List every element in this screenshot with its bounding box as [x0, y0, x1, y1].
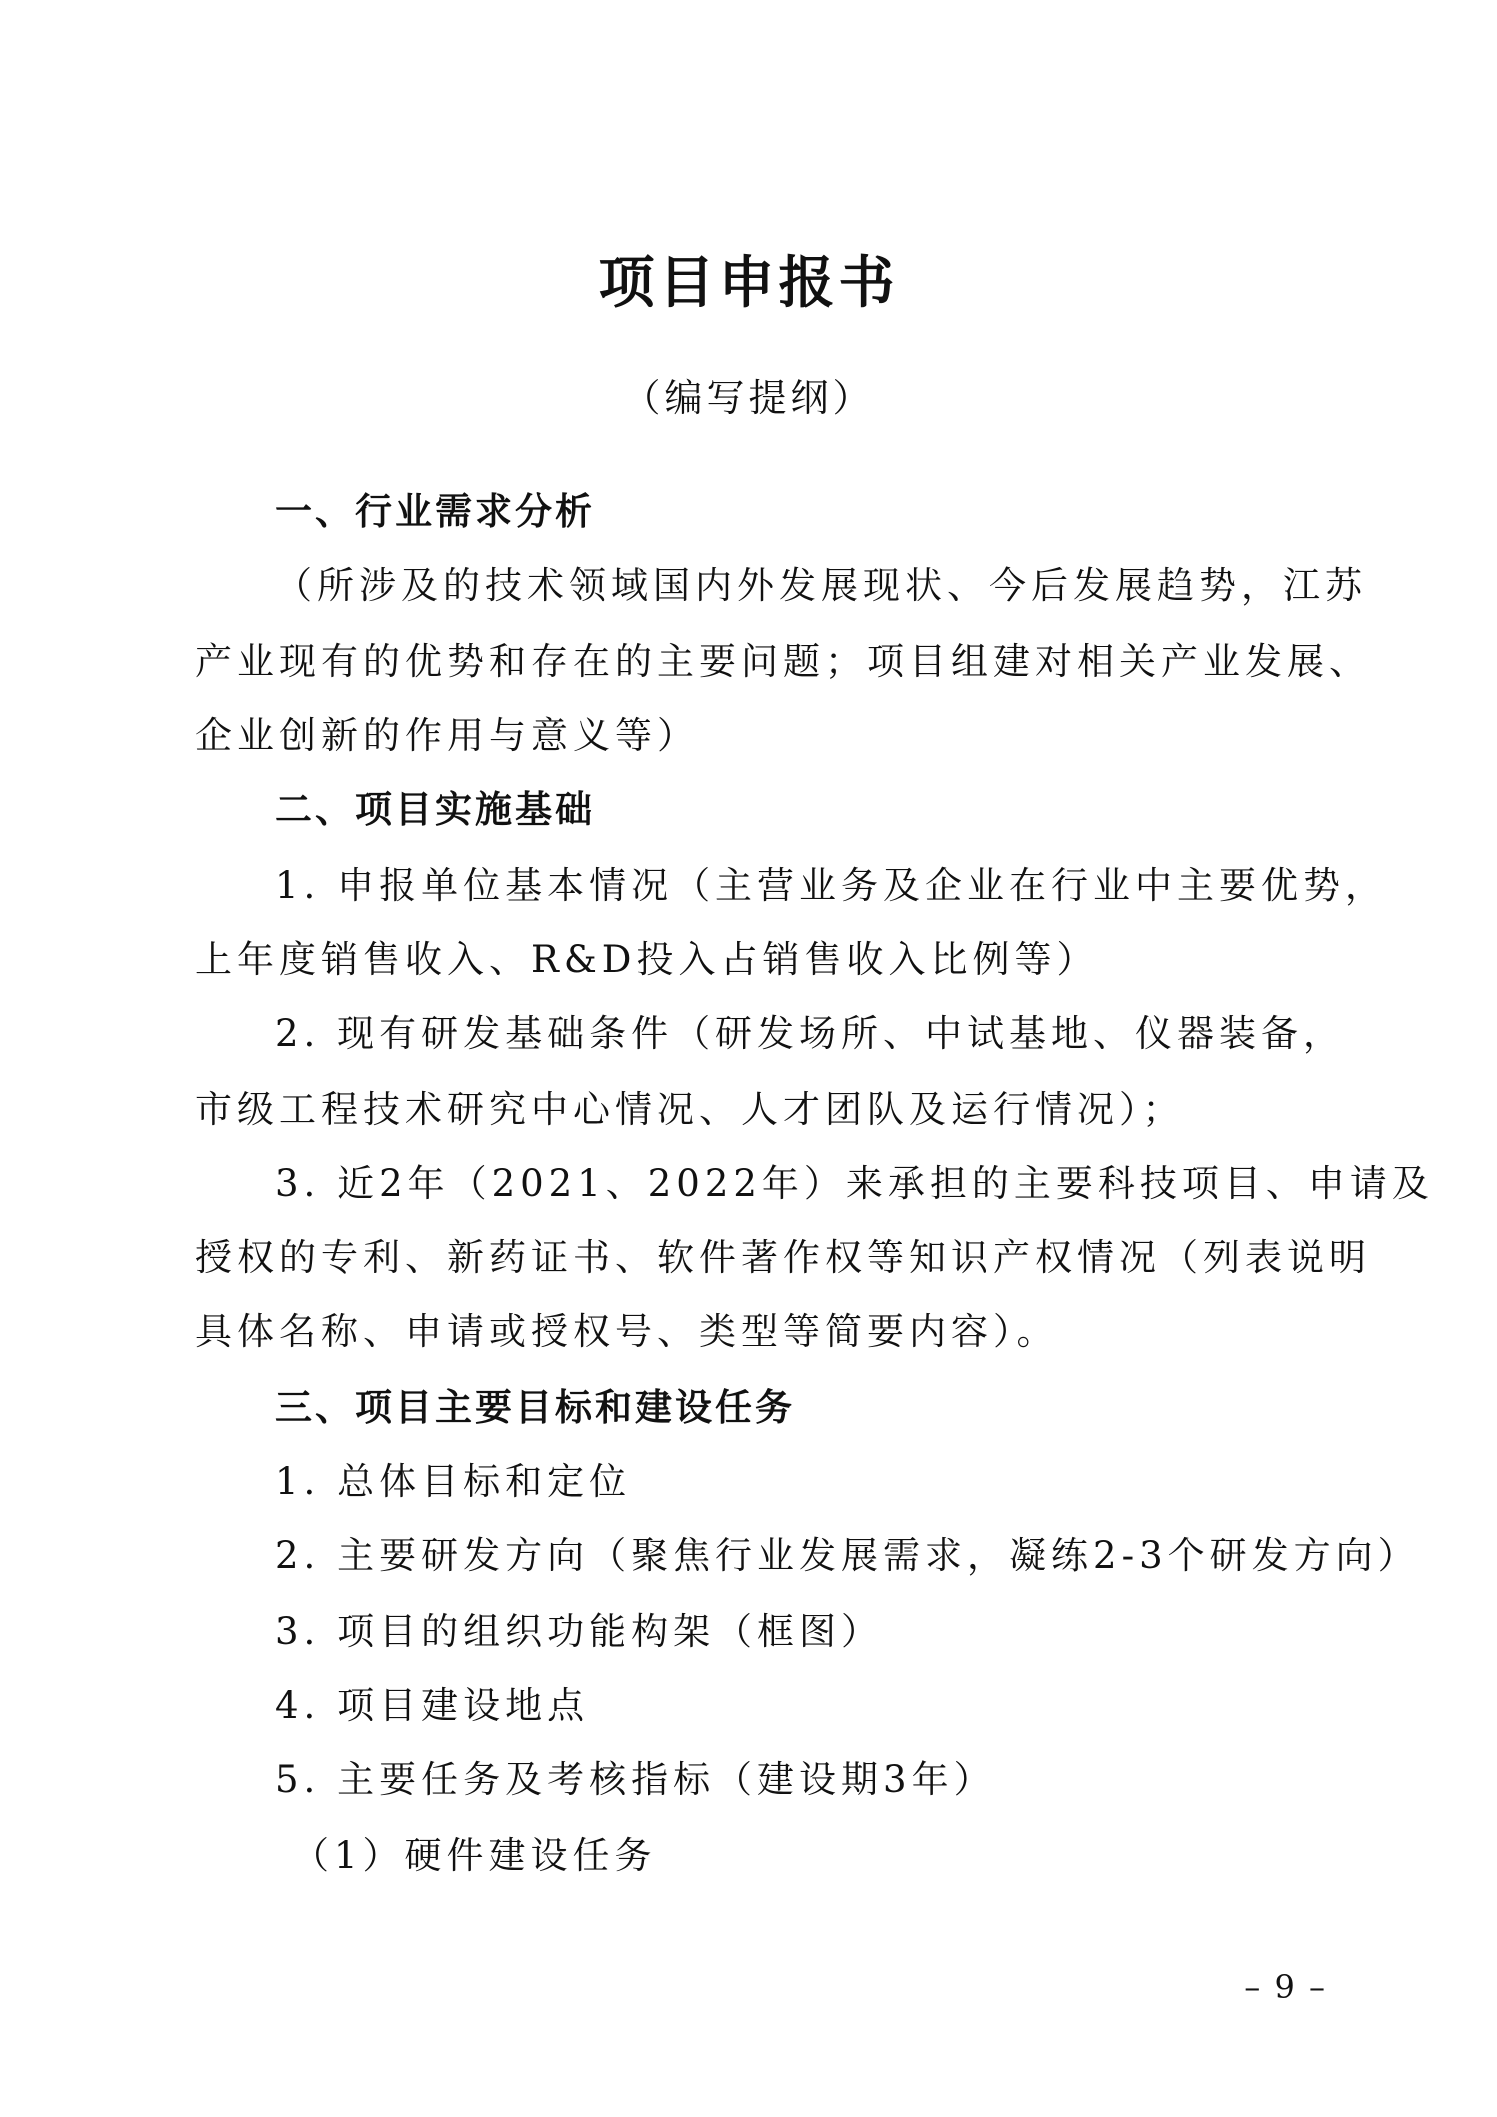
list-item-continuation: 授权的专利、新药证书、软件著作权等知识产权情况（列表说明 [195, 1236, 1371, 1279]
document-subtitle: （编写提纲） [622, 376, 875, 420]
list-item-continuation: 具体名称、申请或授权号、类型等简要内容）。 [195, 1310, 1059, 1353]
section-heading-3: 三、项目主要目标和建设任务 [275, 1386, 795, 1429]
list-item: 4. 项目建设地点 [275, 1684, 590, 1727]
section-heading-2: 二、项目实施基础 [275, 788, 595, 831]
document-title: 项目申报书 [598, 251, 899, 316]
page-number: – 9 – [1244, 1968, 1327, 2006]
paragraph-line: （所涉及的技术领域国内外发展现状、今后发展趋势，江苏 [275, 564, 1367, 607]
list-item-continuation: 上年度销售收入、R&D投入占销售收入比例等） [195, 938, 1099, 981]
list-item: 3. 项目的组织功能构架（框图） [275, 1610, 884, 1653]
paragraph-line: 产业现有的优势和存在的主要问题；项目组建对相关产业发展、 [195, 640, 1371, 683]
sub-list-item: （1）硬件建设任务 [292, 1834, 657, 1877]
list-item: 5. 主要任务及考核指标（建设期3年） [275, 1758, 996, 1801]
list-item: 1. 申报单位基本情况（主营业务及企业在行业中主要优势， [275, 864, 1388, 907]
list-item: 2. 现有研发基础条件（研发场所、中试基地、仪器装备， [275, 1012, 1346, 1055]
list-item: 2. 主要研发方向（聚焦行业发展需求，凝练2-3个研发方向） [275, 1534, 1420, 1577]
section-heading-1: 一、行业需求分析 [275, 490, 595, 533]
list-item-continuation: 市级工程技术研究中心情况、人才团队及运行情况）； [195, 1088, 1185, 1131]
list-item: 1. 总体目标和定位 [275, 1460, 632, 1503]
paragraph-line: 企业创新的作用与意义等） [195, 714, 699, 757]
list-item: 3. 近2年（2021、2022年）来承担的主要科技项目、申请及 [275, 1162, 1434, 1205]
